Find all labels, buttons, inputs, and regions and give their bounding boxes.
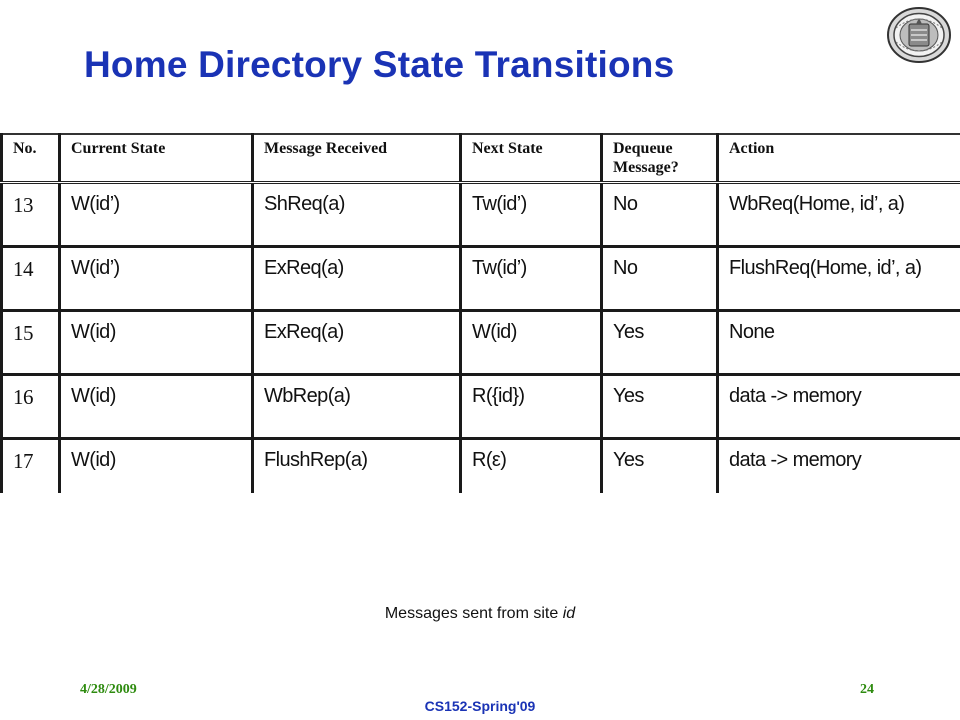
table-row bbox=[2, 439, 960, 494]
table-caption bbox=[0, 605, 960, 623]
cell-current-state: W(id) bbox=[60, 375, 253, 439]
header-dequeue-message bbox=[602, 134, 718, 183]
table-row bbox=[2, 311, 960, 375]
cell-dequeue: Yes bbox=[602, 439, 718, 494]
header-no: No. bbox=[2, 134, 60, 183]
cell-next-state: Tw(id’) bbox=[461, 183, 602, 247]
cell-current-state: W(id) bbox=[60, 311, 253, 375]
table-header-row bbox=[2, 134, 960, 183]
cell-action: data -> memory bbox=[718, 375, 960, 439]
header-current-state: Current State bbox=[60, 134, 253, 183]
header-dequeue-line1: Dequeue bbox=[613, 140, 673, 157]
cell-current-state: W(id) bbox=[60, 439, 253, 494]
cell-no: 15 bbox=[2, 311, 60, 375]
cell-dequeue: No bbox=[602, 247, 718, 311]
cell-message-received: ExReq(a) bbox=[253, 247, 461, 311]
table-row bbox=[2, 183, 960, 247]
transition-table-image bbox=[0, 133, 960, 493]
header-action: Action bbox=[718, 134, 960, 183]
cell-dequeue: No bbox=[602, 183, 718, 247]
cell-next-state: W(id) bbox=[461, 311, 602, 375]
cell-message-received: WbRep(a) bbox=[253, 375, 461, 439]
footer-date: 4/28/2009 bbox=[80, 682, 137, 697]
caption-site-id: id bbox=[562, 605, 576, 622]
table-row bbox=[2, 375, 960, 439]
cell-next-state: R(ε) bbox=[461, 439, 602, 494]
cell-action: WbReq(Home, id’, a) bbox=[718, 183, 960, 247]
cell-current-state: W(id’) bbox=[60, 247, 253, 311]
cell-no: 13 bbox=[2, 183, 60, 247]
cell-dequeue: Yes bbox=[602, 375, 718, 439]
university-seal-icon bbox=[886, 6, 952, 64]
cell-no: 17 bbox=[2, 439, 60, 494]
header-dequeue-line2: Message? bbox=[613, 159, 679, 176]
cell-message-received: ShReq(a) bbox=[253, 183, 461, 247]
cell-dequeue: Yes bbox=[602, 311, 718, 375]
cell-current-state: W(id’) bbox=[60, 183, 253, 247]
transition-table bbox=[0, 133, 960, 493]
cell-next-state: Tw(id’) bbox=[461, 247, 602, 311]
cell-next-state: R({id}) bbox=[461, 375, 602, 439]
cell-no: 16 bbox=[2, 375, 60, 439]
header-message-received: Message Received bbox=[253, 134, 461, 183]
cell-action: None bbox=[718, 311, 960, 375]
slide-title: Home Directory State Transitions bbox=[84, 44, 675, 85]
cell-message-received: ExReq(a) bbox=[253, 311, 461, 375]
cell-no: 14 bbox=[2, 247, 60, 311]
page-number: 24 bbox=[860, 682, 874, 697]
cell-message-received: FlushRep(a) bbox=[253, 439, 461, 494]
footer-course: CS152-Spring'09 bbox=[424, 698, 536, 714]
cell-action: FlushReq(Home, id’, a) bbox=[718, 247, 960, 311]
cell-action: data -> memory bbox=[718, 439, 960, 494]
caption-text: Messages sent from site bbox=[384, 605, 563, 622]
header-next-state: Next State bbox=[461, 134, 602, 183]
table-row bbox=[2, 247, 960, 311]
